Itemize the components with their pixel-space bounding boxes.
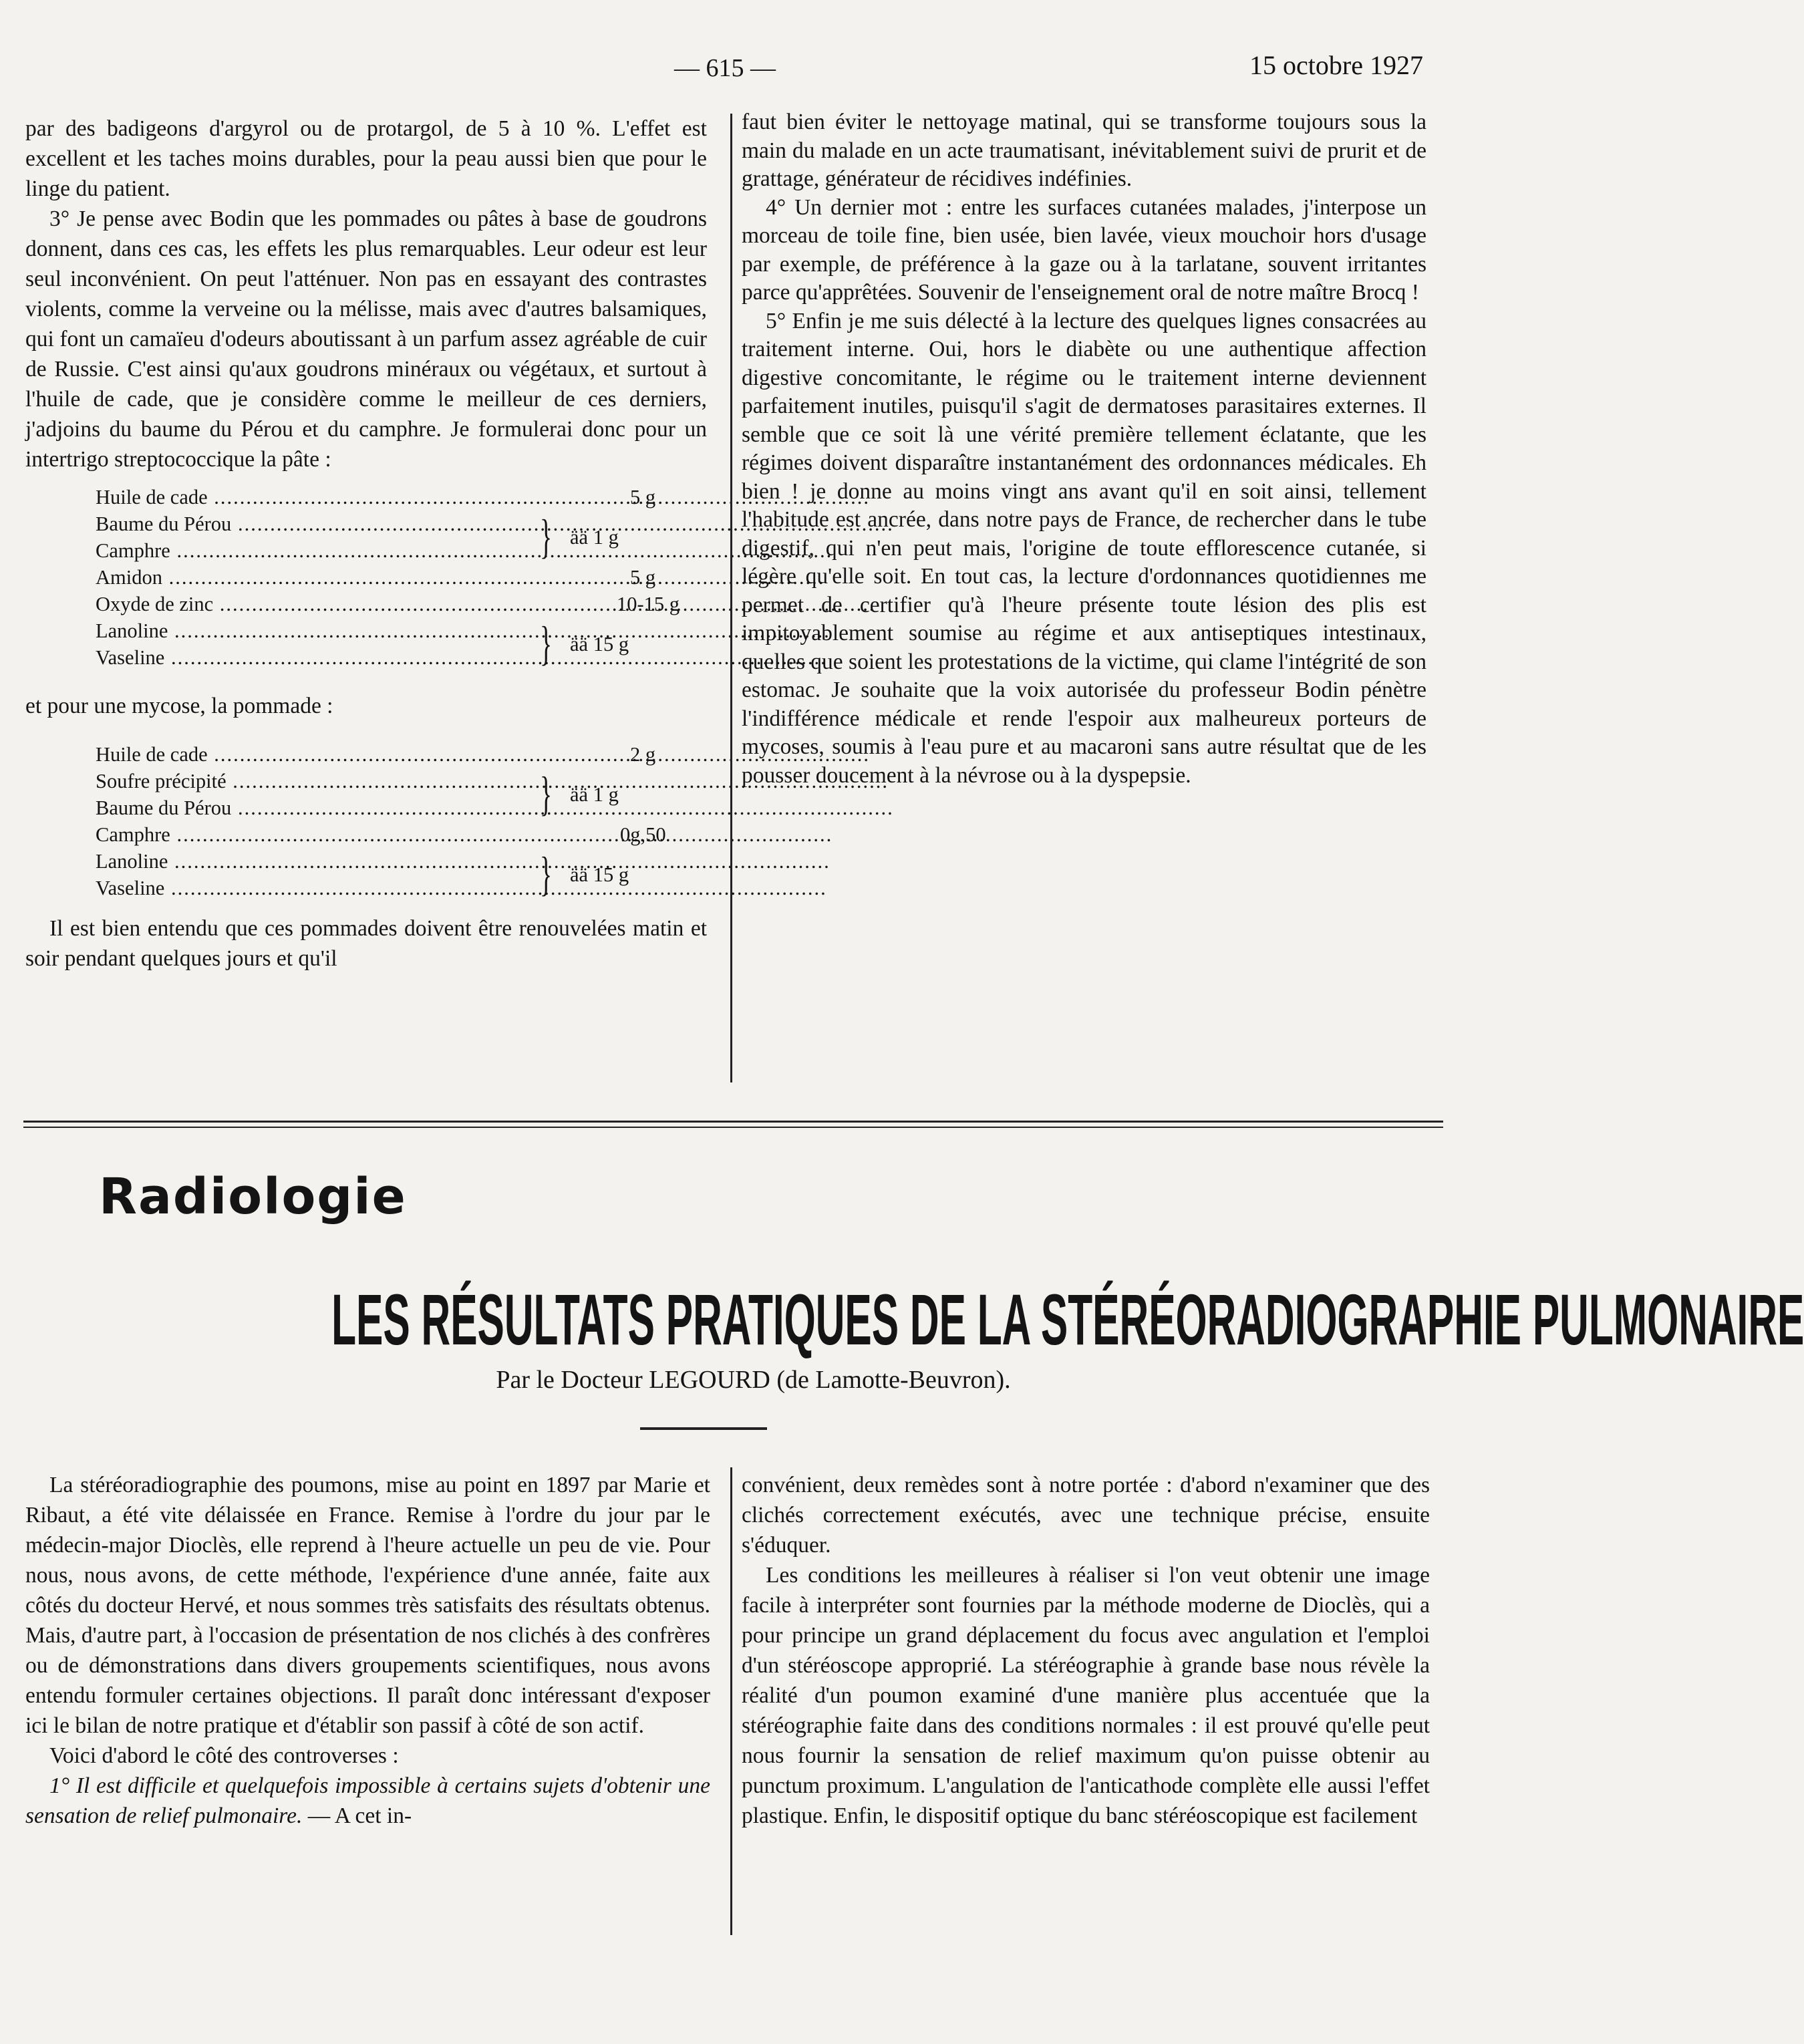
issue-date: 15 octobre 1927 [1249, 50, 1423, 80]
quantity: ää 15 g [570, 633, 629, 655]
ingredient: Lanoline ..... [96, 848, 543, 875]
ingredient: Camphre ..... [96, 821, 543, 848]
recipe-line [96, 741, 677, 768]
ingredient: Oxyde de zinc ..... [96, 591, 543, 617]
recipe-paste [96, 484, 680, 671]
quantity: 10-15 g [617, 593, 680, 615]
section-separator-bottom [23, 1127, 1443, 1128]
page-number: — 615 — [674, 54, 776, 82]
paragraph: Voici d'abord le côté des controverses : [49, 1743, 399, 1768]
column-divider [730, 114, 732, 1082]
upper-left-column [25, 114, 707, 974]
ingredient: Huile de cade ..... [96, 484, 543, 510]
article-right-column [742, 1470, 1430, 1831]
article-title-wrapper [0, 1279, 1804, 1360]
brace: } [540, 617, 553, 671]
ingredient: Camphre ..... [96, 537, 543, 564]
quantity: ää 1 g [570, 783, 619, 806]
byline-rule [640, 1427, 767, 1430]
paragraph: 5° Enfin je me suis délecté à la lecture des quelques lignes consacrées au traitement interne. Oui, hors le diabète ou une authentique affection digestive concomitante, le régime ou le traitement interne deviennent parfaitement inutiles, puisqu'il s'agit de dermatoses parasitaires externes. Il semble que ce soit là une vérité première tellement éclatante, que les régimes doivent disparaître instantanément des ordonnances médicales. Eh bien ! je donne au moins vingt ans avant qu'il en soit ainsi, tellement l'habitude est ancrée, dans notre pays de France, de rechercher dans le tube digestif, qui n'en peut mais, l'origine de toute efflorescence cutanée, si légère qu'elle soit. En tout cas, la lecture d'ordonnances quotidiennes me permet de certifier qu'à l'heure présente toute lésion des plis est impitoyablement soumise au régime et aux antiseptiques intestinaux, quelles que soient les protestations de la victime, qui clame l'intégrité de son estomac. Je souhaite que la voix autorisée du professeur Bodin pénètre l'indifférence médicale et rende l'espoir aux malheureux porteurs de mycoses, soumis à l'eau pure et au macaroni sans autre résultat que de les pousser doucement à la névrose ou à la dyspepsie. [742, 308, 1426, 788]
column-divider [730, 1467, 732, 1935]
quantity: 0g,50 [620, 823, 666, 846]
text: — A cet in- [302, 1803, 412, 1828]
ingredient: Huile de cade ..... [96, 741, 543, 768]
quantity: 5 g [630, 566, 656, 589]
ingredient: Vaseline ..... [96, 644, 543, 671]
ingredient: Baume du Pérou ..... [96, 794, 543, 821]
paragraph: 4° Un dernier mot : entre les surfaces cutanées malades, j'interpose un morceau de toile fine, bien usée, bien lavée, vieux mouchoir hors d'usage par exemple, de préférence à la gaze ou à la tarlatane, souvent irritantes parce qu'apprêtées. Souvenir de l'enseignement oral de notre maître Brocq ! [742, 194, 1426, 305]
recipe-ointment [96, 741, 677, 901]
paragraph: faut bien éviter le nettoyage matinal, qui se transforme toujours sous la main du malade en un acte traumatisant, inévitablement suivi de prurit et de grattage, générateur de récidives indéfinies. [742, 110, 1426, 191]
paragraph: Il est bien entendu que ces pommades doivent être renouvelées matin et soir pendant quelques jours et qu'il [25, 916, 707, 971]
brace: } [540, 768, 553, 821]
paragraph: par des badigeons d'argyrol ou de protargol, de 5 à 10 %. L'effet est excellent et les taches moins durables, pour la peau aussi bien que pour le linge du patient. [25, 116, 707, 201]
brace: } [540, 848, 553, 901]
recipe-line [96, 564, 677, 591]
recipe-group [96, 510, 677, 564]
paragraph: Les conditions les meilleures à réaliser si l'on veut obtenir une image facile à interpréter sont fournies par la méthode moderne de Dioclès, qui a pour principe un grand déplacement du focus avec angulation et l'emploi d'un stéréoscope approprié. La stéréographie à grande base nous révèle la réalité d'un poumon examiné d'une manière plus accentuée que la stéréographie faite dans des conditions normales : il est prouvé qu'elle peut nous fournir la sensation de relief maximum qu'on puisse obtenir au punctum proximum. L'angulation de l'anticathode complète elle aussi l'effet plastique. Enfin, le dispositif optique du banc stéréoscopique est facilement [742, 1563, 1430, 1828]
paragraph: et pour une mycose, la pommade : [25, 694, 333, 718]
ingredient: Lanoline ..... [96, 617, 543, 644]
paragraph: La stéréoradiographie des poumons, mise au point en 1897 par Marie et Ribaut, a été vite délaissée en France. Remise à l'ordre du jour par le médecin-major Dioclès, elle reprend à l'heure actuelle un peu de vie. Pour nous, nous avons, de cette méthode, l'expérience d'une année, faite aux côtés du docteur Hervé, et nous sommes très satisfaits des résultats obtenus. Mais, d'autre part, à l'occasion de présentation de nos clichés à des confrères ou de démonstrations dans divers groupements scientifiques, nous avons entendu formuler certaines objections. Il paraît donc intéressant d'exposer ici le bilan de notre pratique et d'établir son passif à côté de son actif. [25, 1473, 710, 1738]
brace: } [540, 510, 553, 564]
quantity: 2 g [630, 743, 656, 766]
paragraph: 3° Je pense avec Bodin que les pommades ou pâtes à base de goudrons donnent, dans ces cas, les effets les plus remarquables. Leur odeur est leur seul inconvénient. On peut l'atténuer. Non pas en essayant des contrastes violents, comme la verveine ou la mélisse, mais avec d'autres balsamiques, qui font un camaïeu d'odeurs aboutissant à un parfum assez agréable de cuir de Russie. C'est ainsi qu'aux goudrons minéraux ou végétaux, et surtout à l'huile de cade, que je considère comme le meilleur de ces derniers, j'adjoins du baume du Pérou et du camphre. Je formulerai donc pour un intertrigo streptococcique la pâte : [25, 206, 707, 472]
quantity: 5 g [630, 486, 656, 508]
ingredient: Vaseline ..... [96, 875, 543, 901]
paragraph: convénient, deux remèdes sont à notre portée : d'abord n'examiner que des clichés correctement exécutés, avec une technique précise, ensuite s'éduquer. [742, 1473, 1430, 1558]
recipe-line [96, 591, 680, 617]
ingredient: Baume du Pérou ..... [96, 510, 543, 537]
recipe-line [96, 484, 677, 510]
quantity: ää 15 g [570, 863, 629, 886]
paragraph [25, 1771, 710, 1831]
ingredient: Soufre précipité ..... [96, 768, 543, 794]
recipe-group [96, 848, 677, 901]
article-left-column [25, 1470, 710, 1831]
quantity: ää 1 g [570, 526, 619, 549]
recipe-group [96, 617, 677, 671]
recipe-line [96, 821, 677, 848]
section-separator-top [23, 1121, 1443, 1123]
upper-right-column [742, 108, 1426, 790]
italic-text: 1° Il est difficile et quelquefois impossible à certains sujets d'obtenir une sensation de relief pulmonaire. [25, 1773, 710, 1828]
section-title: Radiologie [99, 1168, 407, 1225]
article-title: LES RÉSULTATS PRATIQUES DE LA STÉRÉORADIOGRAPHIE PULMONAIRE [331, 1279, 1804, 1360]
recipe-group [96, 768, 677, 821]
article-byline: Par le Docteur LEGOURD (de Lamotte-Beuvron). [496, 1366, 1011, 1394]
ingredient: Amidon ..... [96, 564, 543, 591]
